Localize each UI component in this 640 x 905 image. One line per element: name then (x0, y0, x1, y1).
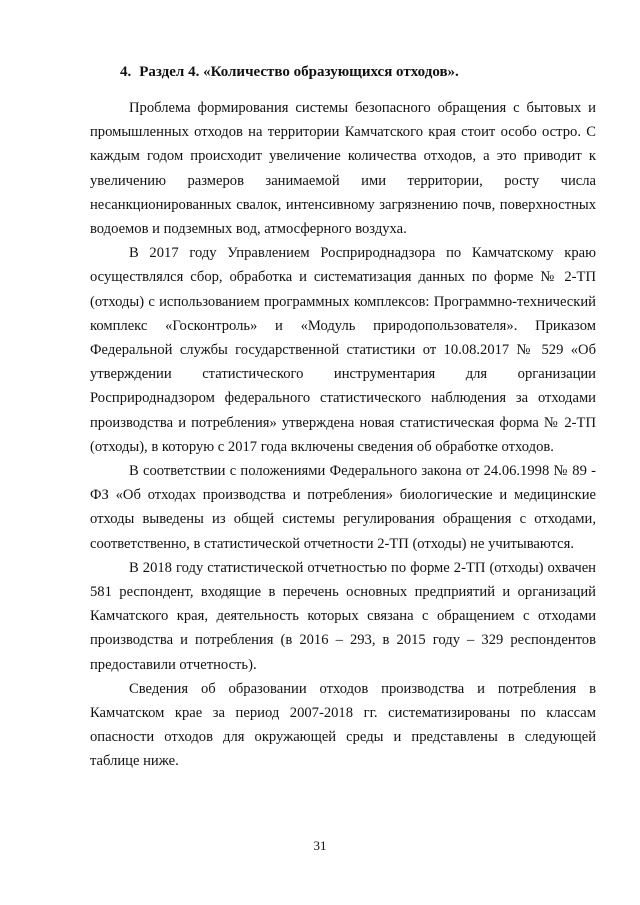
section-title: Раздел 4. «Количество образующихся отходов». (139, 64, 459, 80)
body-text (90, 96, 596, 774)
paragraph: Проблема формирования системы безопасного обращения с бытовых и промышленных отходов на территории Камчатского края стоит особо остро. С каждым годом происходит увеличение количества отходов, а это приводит к увеличению размеров занимаемой ими территории, росту числа несанкционированных свалок, интенсивному загрязнению почв, поверхностных водоемов и подземных вод, атмосферного воздуха. (90, 100, 596, 238)
section-heading (120, 62, 459, 82)
paragraph: В 2018 году статистической отчетностью по форме 2-ТП (отходы) охвачен 581 респондент, входящие в перечень основных предприятий и организаций Камчатского края, деятельность которых связана с обращением с отходами производства и потребления (в 2016 – 293, в 2015 году – 329 респондентов предоставили отчетность). (90, 559, 596, 673)
section-number: 4. (120, 64, 132, 80)
paragraph: Сведения об образовании отходов производства и потребления в Камчатском крае за период 2007-2018 гг. систематизированы по классам опасности отходов для окружающей среды и представлены в следующей таблице ниже. (90, 680, 596, 770)
paragraph: В 2017 году Управлением Росприроднадзора по Камчатскому краю осуществлялся сбор, обработка и систематизация данных по форме № 2-ТП (отходы) с использованием программных комплексов: Программно-технический комплекс «Госконтроль» и «Модуль природопользователя». Приказом Федеральной службы государственной статистики от 10.08.2017 № 529 «Об утверждении статистического инструментария для организации Росприроднадзором федерального статистического наблюдения за отходами производства и потребления» утверждена новая статистическая форма № 2-ТП (отходы), в которую с 2017 года включены сведения об обработке отходов. (90, 245, 596, 455)
paragraph: В соответствии с положениями Федерального закона от 24.06.1998 № 89 - ФЗ «Об отходах производства и потребления» биологические и медицинские отходы выведены из общей системы регулирования обращения с отходами, соответственно, в статистической отчетности 2-ТП (отходы) не учитываются. (90, 463, 596, 552)
page-number: 31 (313, 838, 327, 853)
